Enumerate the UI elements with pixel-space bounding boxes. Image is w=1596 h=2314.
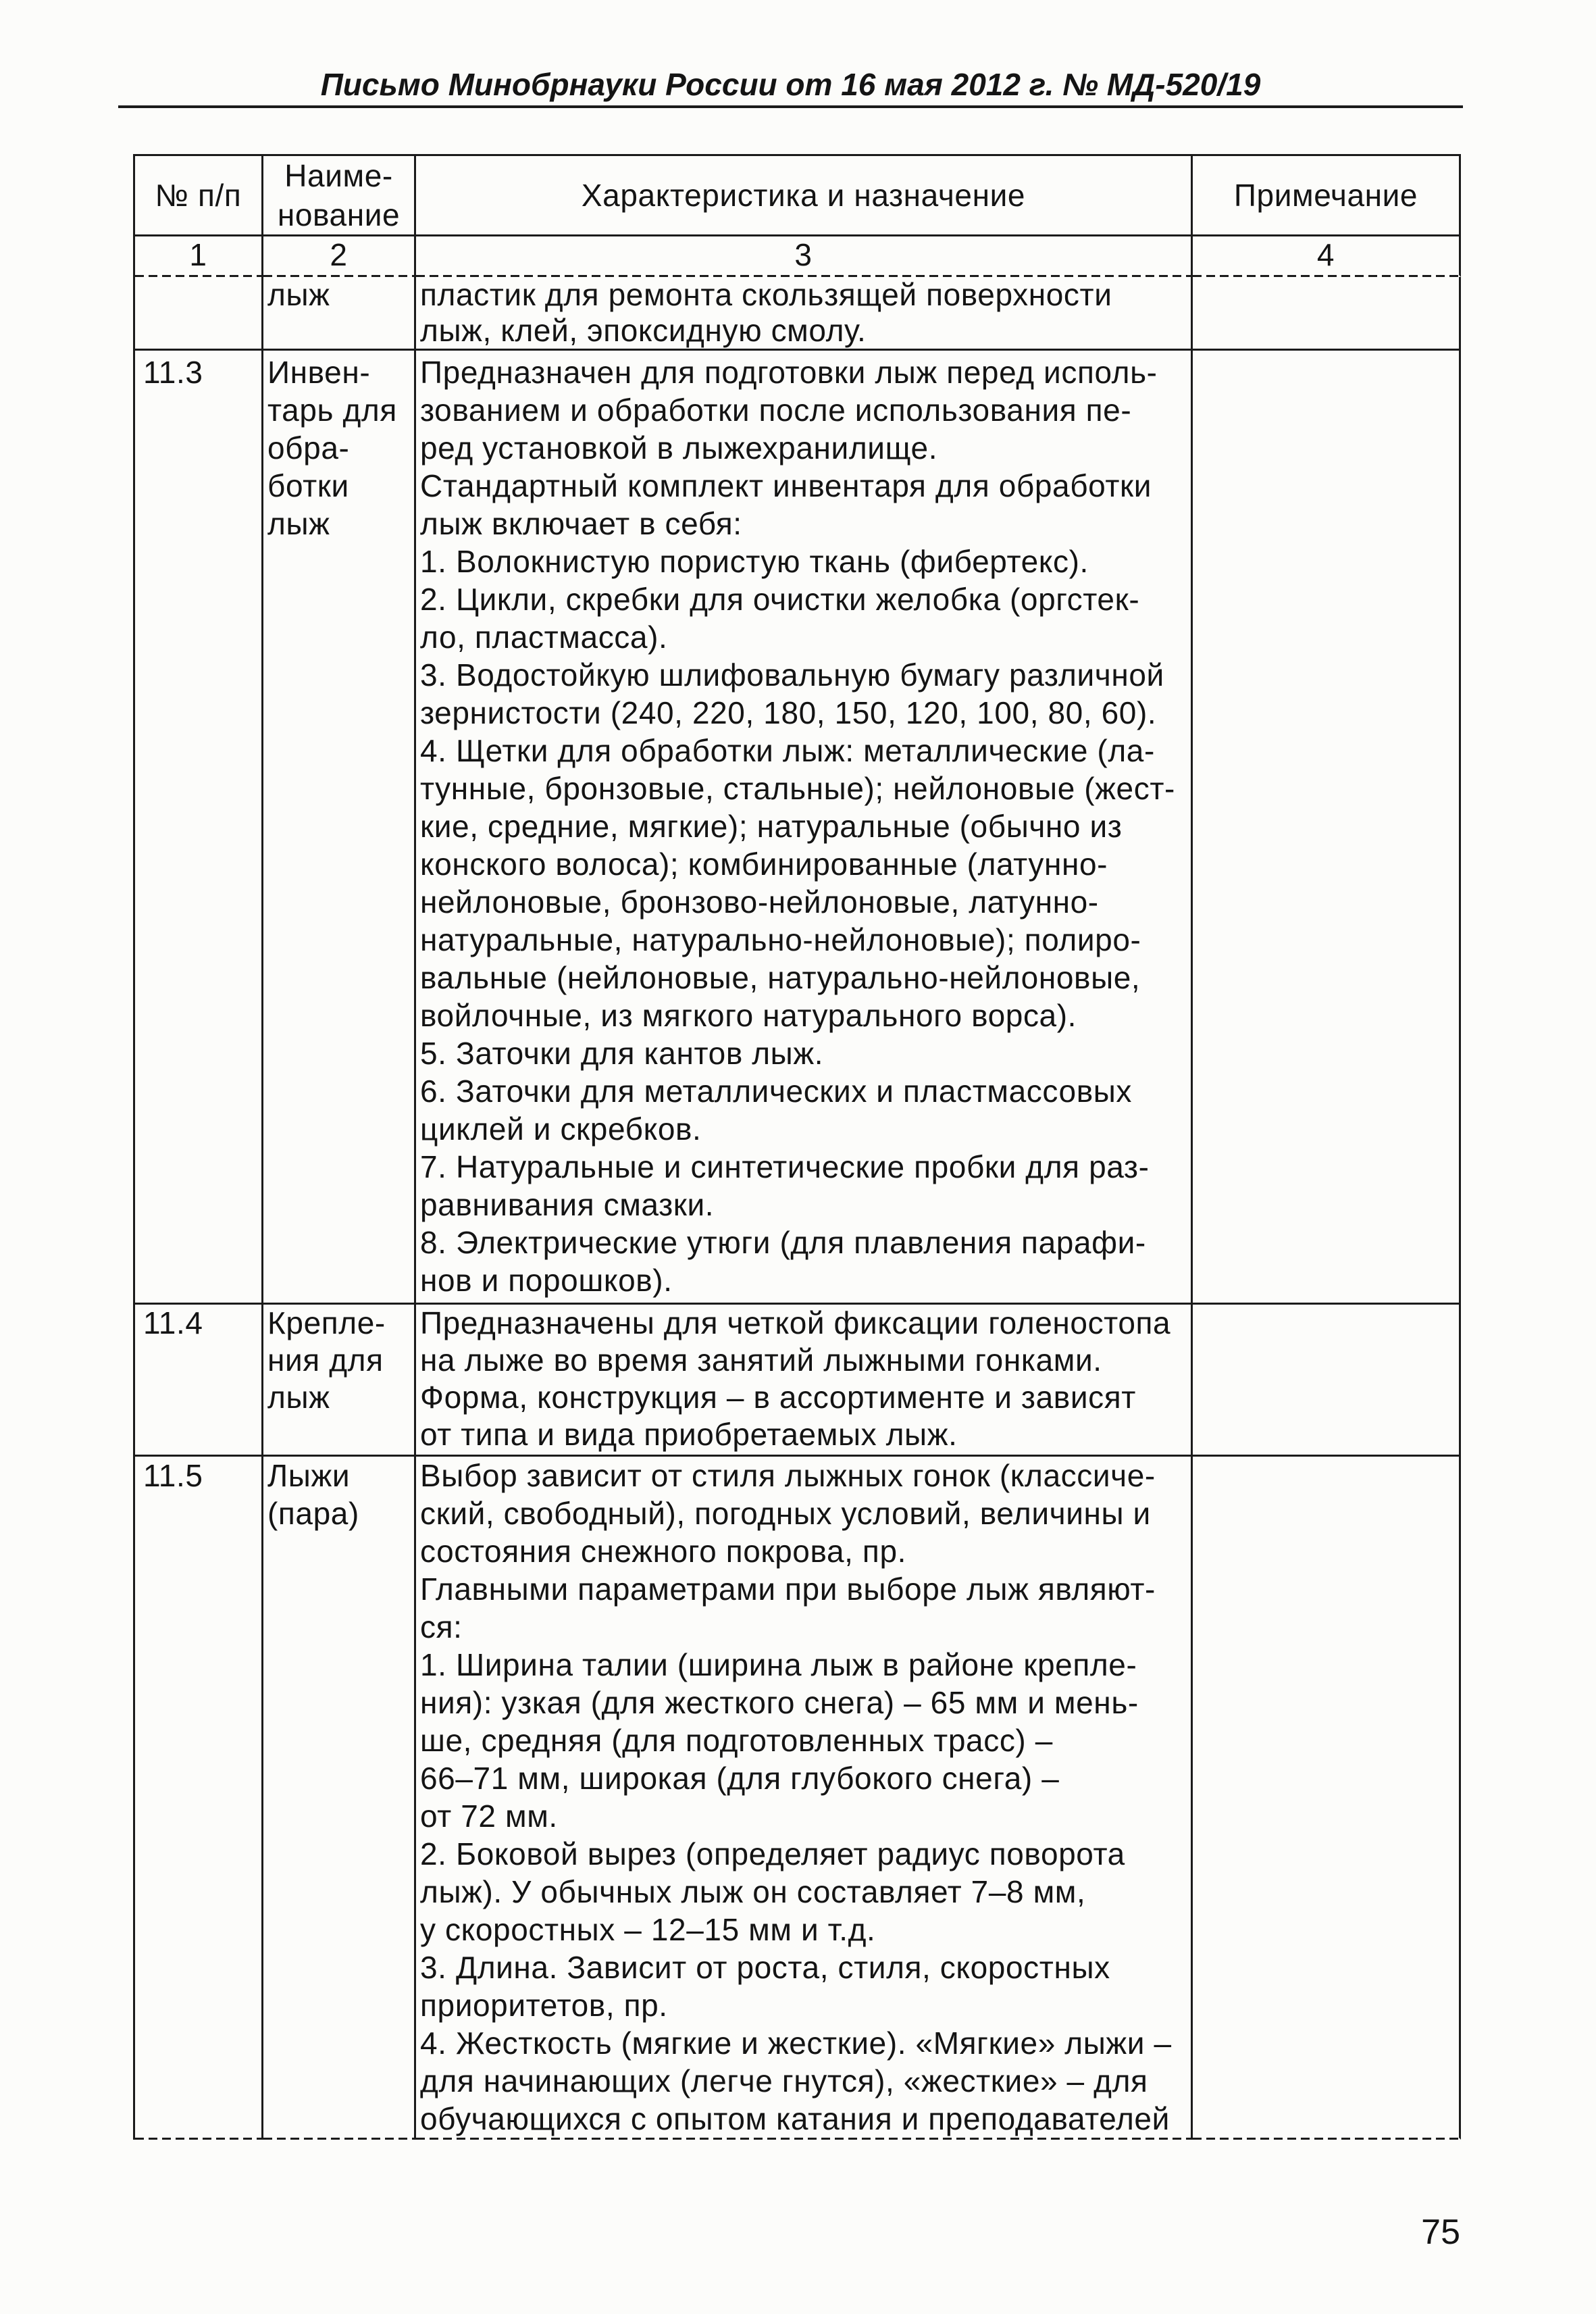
page-number: 75	[1421, 2213, 1460, 2252]
description-line: нов и порошков).	[420, 1263, 673, 1298]
description-line: 1. Волокнистую пористую ткань (фибертекс).	[420, 544, 1089, 579]
description-line: равнивания смазки.	[420, 1187, 715, 1222]
item-number: 11.3	[143, 355, 203, 390]
description-line: Стандартный комплект инвентаря для обработки	[420, 468, 1152, 503]
item-name-line: Крепле-	[267, 1305, 386, 1340]
description-paragraph	[420, 1457, 1188, 1570]
item-name-line: Лыжи	[267, 1458, 351, 1493]
column-index-3: 3	[794, 237, 813, 272]
description-paragraph	[420, 1379, 1188, 1453]
description-paragraph	[420, 353, 1188, 467]
item-description-cell	[416, 1305, 1193, 1457]
description-line: ния): узкая (для жесткого снега) – 65 мм и мень-	[420, 1685, 1139, 1720]
column-index-cell	[1193, 234, 1461, 277]
description-paragraph	[420, 467, 1188, 543]
description-line: обучающихся с опытом катания и преподавателей	[420, 2101, 1170, 2136]
running-header-title: Письмо Минобрнауки России от 16 мая 2012 г. № МД-520/19	[118, 64, 1463, 108]
description-paragraph	[420, 1148, 1188, 1224]
column-header-note-label: Примечание	[1233, 178, 1418, 213]
column-header-description	[416, 156, 1193, 236]
description-line: лыж). У обычных лыж он составляет 7–8 мм,	[420, 1874, 1086, 1909]
column-index-cell	[263, 234, 416, 277]
table-row-11-4	[135, 1305, 1461, 1457]
item-name-line: обра-	[267, 430, 350, 466]
description-paragraph	[420, 1224, 1188, 1299]
description-paragraph	[420, 1034, 1188, 1072]
description-paragraph	[420, 1072, 1188, 1148]
item-number: 11.5	[143, 1458, 203, 1493]
description-line: 4. Жесткость (мягкие и жесткие). «Мягкие» лыжи –	[420, 2026, 1172, 2061]
column-header-description-label: Характеристика и назначение	[581, 178, 1026, 213]
column-index-4: 4	[1316, 237, 1335, 272]
table-row-11-5	[135, 1457, 1461, 2140]
item-description-cell	[416, 1457, 1193, 2140]
table-row-11-3	[135, 351, 1461, 1305]
description-line: кие, средние, мягкие); натуральные (обычно из	[420, 809, 1123, 844]
description-line: циклей и скребков.	[420, 1111, 702, 1147]
column-header-note	[1193, 156, 1461, 236]
description-paragraph	[420, 1305, 1188, 1379]
description-line: ся:	[420, 1609, 463, 1644]
description-line: Выбор зависит от стиля лыжных гонок (классиче-	[420, 1458, 1156, 1493]
description-line: 5. Заточки для кантов лыж.	[420, 1036, 824, 1071]
column-header-name-line: нование	[277, 197, 401, 232]
items-table	[133, 154, 1461, 2140]
description-paragraph	[420, 580, 1188, 656]
description-line: 8. Электрические утюги (для плавления парафи-	[420, 1225, 1146, 1260]
description-line: 3. Водостойкую шлифовальную бумагу различной	[420, 657, 1164, 693]
item-name-cell	[263, 277, 416, 351]
description-line: от 72 мм.	[420, 1799, 558, 1834]
item-number-cell	[135, 1305, 263, 1457]
description-line: 2. Боковой вырез (определяет радиус поворота	[420, 1836, 1125, 1871]
description-line: лыж включает в себя:	[420, 506, 742, 541]
description-line: 66–71 мм, широкая (для глубокого снега) –	[420, 1761, 1060, 1796]
table-header-row	[135, 156, 1461, 234]
item-number: 11.4	[143, 1305, 203, 1340]
item-name-line: лыж	[267, 277, 330, 312]
column-index-2: 2	[330, 237, 348, 272]
item-name-line: ния для	[267, 1342, 384, 1378]
item-name-line: ботки	[267, 468, 349, 503]
column-index-row	[135, 234, 1461, 277]
item-name-line: тарь для	[267, 393, 397, 428]
item-description-cell	[416, 351, 1193, 1305]
item-name-cell	[263, 351, 416, 1305]
item-number-cell	[135, 277, 263, 351]
column-index-1: 1	[189, 237, 207, 272]
description-paragraph	[420, 656, 1188, 732]
description-line: на лыже во время занятий лыжными гонками.	[420, 1342, 1102, 1378]
description-line: нейлоновые, бронзово-нейлоновые, латунно-	[420, 884, 1099, 920]
description-line: у скоростных – 12–15 мм и т.д.	[420, 1912, 876, 1947]
item-note-cell	[1193, 277, 1461, 351]
item-number-cell	[135, 1457, 263, 2140]
description-line: Главными параметрами при выборе лыж являют-	[420, 1571, 1156, 1607]
description-line: зернистости (240, 220, 180, 150, 120, 100, 80, 60).	[420, 695, 1157, 730]
description-line: для начинающих (легче гнутся), «жесткие» – для	[420, 2063, 1148, 2098]
description-line: от типа и вида приобретаемых лыж.	[420, 1417, 958, 1452]
description-paragraph	[420, 277, 1188, 349]
description-line: ло, пластмасса).	[420, 620, 668, 655]
description-line: 2. Цикли, скребки для очистки желобка (оргстек-	[420, 582, 1140, 617]
description-line: Предназначены для четкой фиксации голеностопа	[420, 1305, 1171, 1340]
column-header-name-line: Наиме-	[284, 158, 393, 193]
item-name-line: лыж	[267, 1380, 330, 1415]
column-index-cell	[135, 234, 263, 277]
description-line: ский, свободный), погодных условий, величины и	[420, 1496, 1151, 1531]
description-line: 4. Щетки для обработки лыж: металлические (ла-	[420, 733, 1155, 768]
item-name-cell	[263, 1457, 416, 2140]
column-header-number	[135, 156, 263, 236]
description-paragraph	[420, 1570, 1188, 1646]
item-name-line: (пара)	[267, 1496, 359, 1531]
description-line: зованием и обработки после использования пе-	[420, 393, 1132, 428]
description-line: войлочные, из мягкого натурального ворса).	[420, 998, 1077, 1033]
description-line: 1. Ширина талии (ширина лыж в районе крепле-	[420, 1647, 1137, 1682]
description-line: состояния снежного покрова, пр.	[420, 1534, 907, 1569]
description-line: пластик для ремонта скользящей поверхности	[420, 277, 1112, 312]
description-line: тунные, бронзовые, стальные); нейлоновые (жест-	[420, 771, 1175, 806]
description-line: ред установкой в лыжехранилище.	[420, 430, 938, 466]
description-line: лыж, клей, эпоксидную смолу.	[420, 313, 867, 348]
item-note-cell	[1193, 351, 1461, 1305]
table-row-continued	[135, 277, 1461, 351]
description-line: 7. Натуральные и синтетические пробки для раз-	[420, 1149, 1150, 1184]
description-line: 3. Длина. Зависит от роста, стиля, скоростных	[420, 1950, 1110, 1985]
item-name-cell	[263, 1305, 416, 1457]
column-index-cell	[416, 234, 1193, 277]
description-paragraph	[420, 732, 1188, 1034]
description-paragraph	[420, 543, 1188, 580]
item-description-cell	[416, 277, 1193, 351]
description-line: Предназначен для подготовки лыж перед исполь-	[420, 355, 1158, 390]
column-header-name	[263, 156, 416, 236]
description-line: ше, средняя (для подготовленных трасс) –	[420, 1723, 1053, 1758]
description-line: Форма, конструкция – в ассортименте и зависят	[420, 1380, 1136, 1415]
description-line: натуральные, натурально-нейлоновые); полиро-	[420, 922, 1141, 957]
item-name-line: лыж	[267, 506, 330, 541]
description-line: 6. Заточки для металлических и пластмассовых	[420, 1074, 1132, 1109]
item-note-cell	[1193, 1457, 1461, 2140]
description-paragraph	[420, 1948, 1188, 2024]
item-number-cell	[135, 351, 263, 1305]
description-paragraph	[420, 1646, 1188, 1835]
item-note-cell	[1193, 1305, 1461, 1457]
column-header-number-label: № п/п	[155, 178, 242, 213]
description-line: конского волоса); комбинированные (латунно-	[420, 847, 1108, 882]
description-line: приоритетов, пр.	[420, 1988, 668, 2023]
description-paragraph	[420, 2024, 1188, 2138]
description-paragraph	[420, 1835, 1188, 1948]
description-line: вальные (нейлоновые, натурально-нейлоновые,	[420, 960, 1141, 995]
item-name-line: Инвен-	[267, 355, 371, 390]
